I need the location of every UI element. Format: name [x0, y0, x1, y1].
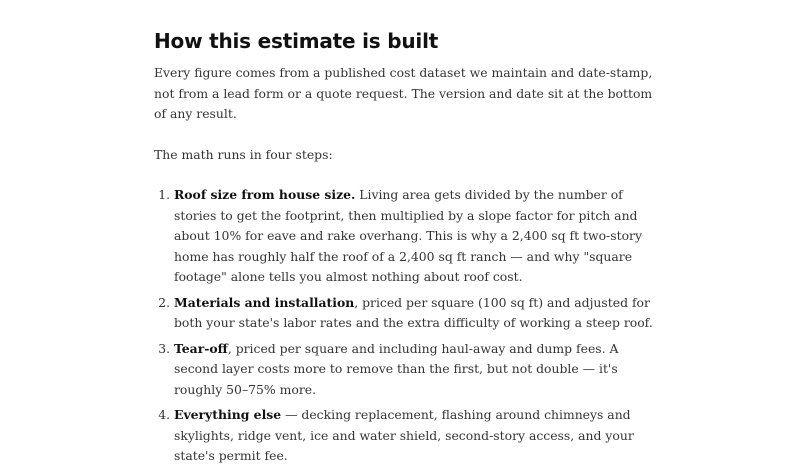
list-item-roof-size	[174, 185, 664, 288]
step-text: Living area gets divided by the number of stories to get the footprint, then multiplied by a slope factor for pitch and about 10% for eave and rake overhang. This is why a 2,400 sq ft two-story home has roughly half the roof of a 2,400 sq ft ranch — and why "square footage" alone tells you almost nothing about roof cost.	[174, 187, 642, 284]
section-title: How this estimate is built	[154, 29, 439, 53]
intro-paragraph: Every figure comes from a published cost dataset we maintain and date-stamp, not from a lead form or a quote request. The version and date sit at the bottom of any result.	[154, 65, 653, 121]
step-text: — decking replacement, flashing around chimneys and skylights, ridge vent, ice and water shield, second-story access, and your state's permit fee.	[174, 407, 634, 463]
step-text: , priced per square and including haul-away and dump fees. A second layer costs more to remove than the first, but not double — it's roughly 50–75% more.	[174, 340, 619, 397]
step-text: , priced per square (100 sq ft) and adjusted for both your state's labor rates and the extra difficulty of working a steep roof.	[174, 294, 653, 330]
list-item-materials	[174, 293, 664, 334]
steps-lead: The math runs in four steps:	[154, 146, 333, 162]
steps-list	[154, 185, 664, 467]
step-label: Tear-off	[174, 340, 228, 356]
step-label: Roof size from house size.	[174, 187, 356, 202]
list-item-tear-off	[174, 339, 664, 401]
step-label: Everything else	[174, 407, 282, 422]
estimate-method-section	[154, 28, 664, 472]
step-label: Materials and installation	[174, 294, 355, 310]
list-item-everything-else	[174, 405, 664, 467]
